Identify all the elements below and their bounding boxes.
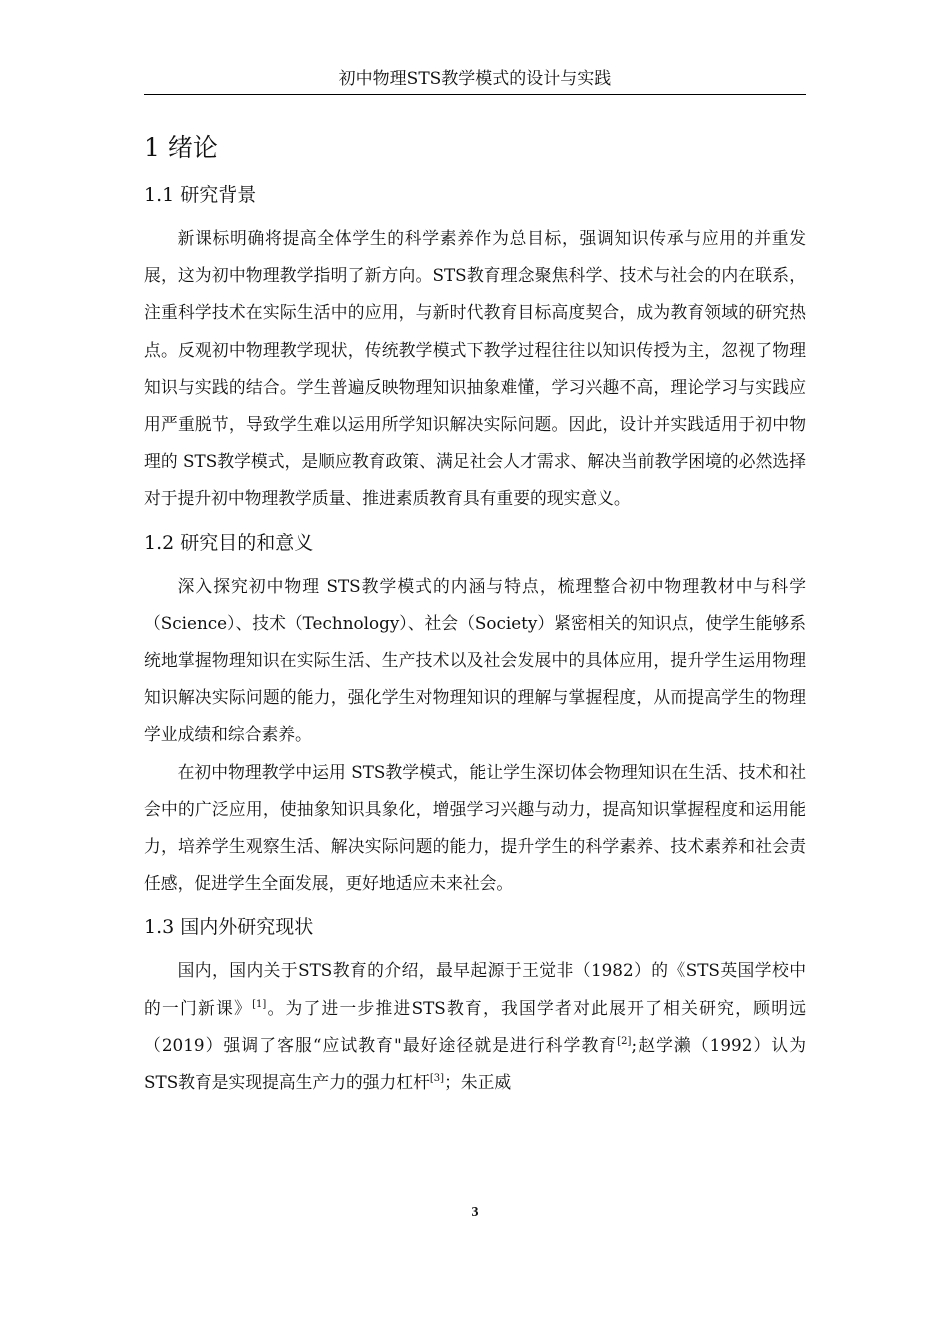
- citation-ref: [2]: [617, 1035, 632, 1047]
- body-paragraph: 在初中物理教学中运用 STS教学模式，能让学生深切体会物理知识在生活、技术和社会中的广泛应用，使抽象知识具象化，增强学习兴趣与动力，提高知识掌握程度和运用能力，培养学生观察生活、解决实际问题的能力，提升学生的科学素养、技术素养和社会责任感，促进学生全面发展，更好地适应未来社会。: [144, 761, 806, 894]
- paragraph-text: 国内，国内关于STS教育的介绍，最早起源于王觉非（1982）的《STS英国学校中的一门新课》: [144, 960, 806, 1018]
- paragraph-text: ;赵学濑（1992）认为 STS教育是实现提高生产力的强力杠杆: [144, 1034, 806, 1093]
- citation-ref: [3]: [429, 1073, 445, 1085]
- running-header: 初中物理STS教学模式的设计与实践: [144, 66, 806, 95]
- section-heading-1-3: 1.3 国内外研究现状: [144, 916, 314, 939]
- body-paragraph: 深入探究初中物理 STS教学模式的内涵与特点，梳理整合初中物理教材中与科学（Science）、技术（Technology）、社会（Society）紧密相关的知识点，使学生能够系统地掌握物理知识在实际生活、生产技术以及社会发展中的具体应用，提升学生运用物理知识解决实际问题的能力，强化学生对物理知识的理解与掌握程度，从而提高学生的物理学业成绩和综合素养。: [144, 575, 806, 745]
- section-heading-1-2: 1.2 研究目的和意义: [144, 531, 314, 554]
- chapter-title: 1 绪论: [144, 133, 218, 162]
- page-body: [144, 118, 806, 1101]
- citation-ref: [1]: [252, 998, 267, 1010]
- paragraph-text: 。为了进一步推进STS教育，我国学者对此展开了相关研究，顾明远（2019）强调了客服“应试教育"最好途径就是进行科学教育: [144, 997, 806, 1055]
- body-paragraph: [144, 952, 806, 1101]
- section-heading-1-1: 1.1 研究背景: [144, 184, 257, 206]
- paragraph-text: ；朱正威: [444, 1072, 512, 1093]
- page-number: 3: [471, 1205, 479, 1220]
- body-paragraph: 新课标明确将提高全体学生的科学素养作为总目标，强调知识传承与应用的并重发展，这为初中物理教学指明了新方向。STS教育理念聚焦科学、技术与社会的内在联系，注重科学技术在实际生活中的应用，与新时代教育目标高度契合，成为教育领域的研究热点。反观初中物理教学现状，传统教学模式下教学过程往往以知识传授为主，忽视了物理知识与实践的结合。学生普遍反映物理知识抽象难懂，学习兴趣不高，理论学习与实践应用严重脱节，导致学生难以运用所学知识解决实际问题。因此，设计并实践适用于初中物理的 STS教学模式，是顺应教育政策、满足社会人才需求、解决当前教学困境的必然选择对于提升初中物理教学质量、推进素质教育具有重要的现实意义。: [144, 228, 806, 509]
